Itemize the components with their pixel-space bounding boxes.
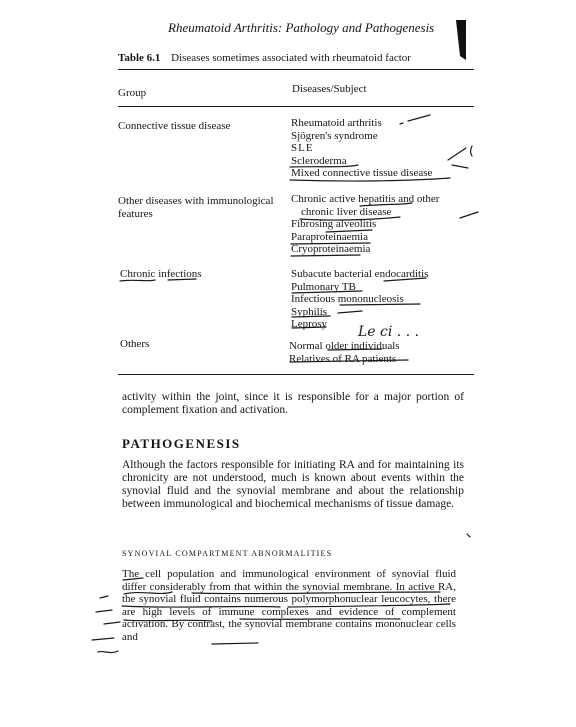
handwritten-note: Le ci . . .: [358, 324, 420, 340]
disease-item: Chronic active hepatitis and other: [291, 193, 440, 205]
body-paragraph: Although the factors responsible for initiating RA and for maintaining its chronicity are not understood, much is known about events within the synovial fluid and the synovial membrane and about the relationship between immunological and biochemical mechanisms of tissue damage.: [122, 459, 464, 510]
table-header-diseases: Diseases/Subject: [292, 83, 367, 95]
group-items: [291, 193, 439, 256]
group-items: [291, 268, 428, 331]
disease-item: Cryoproteinaemia: [291, 243, 371, 255]
pen-stroke: [467, 534, 470, 537]
disease-item: SLE: [291, 142, 314, 154]
margin-scribble: [92, 596, 120, 640]
table-header-group: Group: [118, 87, 147, 99]
table-label: Table 6.1: [118, 52, 161, 64]
table-header-rule: [118, 106, 474, 107]
disease-item: Subacute bacterial endocarditis: [291, 268, 429, 280]
sub-heading: SYNOVIAL COMPARTMENT ABNORMALITIES: [122, 549, 333, 558]
continuation-paragraph: activity within the joint, since it is responsible for a major portion of complement fixation and activation.: [122, 391, 464, 416]
disease-item: Rheumatoid arthritis: [291, 117, 382, 129]
disease-item: chronic liver disease: [301, 205, 392, 218]
pen-stroke: [448, 148, 468, 168]
disease-item: Syphilis: [291, 305, 328, 318]
final-paragraph: The cell population and immunological environment of synovial fluid differ considerably from that within the synovial membrane. In active RA, the synovial fluid contains numerous polymorphonuclear leucocytes, there are high levels of immune complexes and evidence of complement activation. By contrast, the synovial membrane contains mononuclear cells and: [122, 568, 456, 643]
group-name: Others: [120, 338, 150, 350]
running-header: Rheumatoid Arthritis: Pathology and Pathogenesis: [168, 20, 435, 35]
table-top-rule: [118, 69, 474, 70]
group-name: Other diseases with immunological features: [118, 195, 274, 220]
group-items: [291, 117, 432, 180]
disease-item: Paraproteinaemia: [291, 230, 368, 243]
page-corner-mark: [456, 20, 466, 60]
group-items: [289, 340, 400, 365]
disease-item: Normal older individuals: [289, 340, 400, 352]
pen-stroke: [460, 212, 478, 218]
disease-item: Relatives of RA patients: [289, 352, 397, 365]
group-name: Chronic infections: [120, 268, 202, 280]
disease-item: Pulmonary TB: [291, 280, 356, 293]
section-heading: PATHOGENESIS: [122, 436, 241, 451]
disease-item: Sjögren's syndrome: [291, 129, 378, 142]
disease-item: Fibrosing alveolitis: [291, 218, 377, 230]
table-caption: [118, 52, 411, 64]
margin-scribble: [98, 651, 118, 653]
disease-item: Scleroderma: [291, 154, 347, 167]
table-caption-text: Diseases sometimes associated with rheumatoid factor: [171, 52, 411, 64]
disease-item: Infectious mononucleosis: [291, 293, 404, 305]
table-bottom-rule: [118, 374, 474, 375]
pen-stroke: [471, 146, 473, 156]
disease-item: Mixed connective tissue disease: [291, 167, 433, 179]
disease-item: Leprosy: [291, 318, 328, 330]
group-name: Connective tissue disease: [118, 120, 231, 132]
